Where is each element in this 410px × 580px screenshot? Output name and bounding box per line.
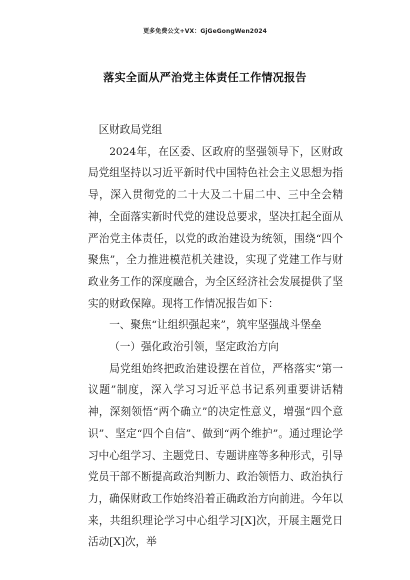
document-title: 落实全面从严治党主体责任工作情况报告	[103, 71, 307, 84]
subsection-1-heading: （一）强化政治引领，坚定政治方向	[109, 341, 279, 354]
section-1-heading: 一、聚焦“让组织强起来”，筑牢坚强战斗堡垒	[109, 319, 322, 332]
header-watermark: 更多免费公文+VX：GjGeGongWen2024	[143, 28, 267, 35]
intro-paragraph: 2024年，在区委、区政府的坚强领导下，区财政局党组坚持以习近平新时代中国特色社会主义思想为指导，深入贯彻党的二十大及二十届二中、三中全会精神，全面落实新时代党的建设总要求，坚决扛起全面从严治党主体责任，以党的政治建设为统领，围绕“四个聚焦”，全力推进模范机关建设，实现了党建工作与财政业务工作的深度融合，为全区经济社会发展提供了坚实的财政保障。现将工作情况报告如下：	[88, 145, 343, 310]
issuing-organization: 区财政局党组	[98, 124, 163, 136]
document-body	[88, 120, 343, 554]
subsection-1-paragraph: 局党组始终把政治建设摆在首位，严格落实“第一议题”制度，深入学习习近平总书记系列重要讲话精神，深刻领悟“两个确立”的决定性意义，增强“四个意识”、坚定“四个自信”、做到“两个维护”。通过理论学习中心组学习、主题党日、专题讲座等多种形式，引导党员干部不断提高政治判断力、政治领悟力、政治执行力，确保财政工作始终沿着正确政治方向前进。今年以来，共组织理论学习中心组学习[X]次，开展主题党日活动[X]次，举	[88, 362, 343, 549]
